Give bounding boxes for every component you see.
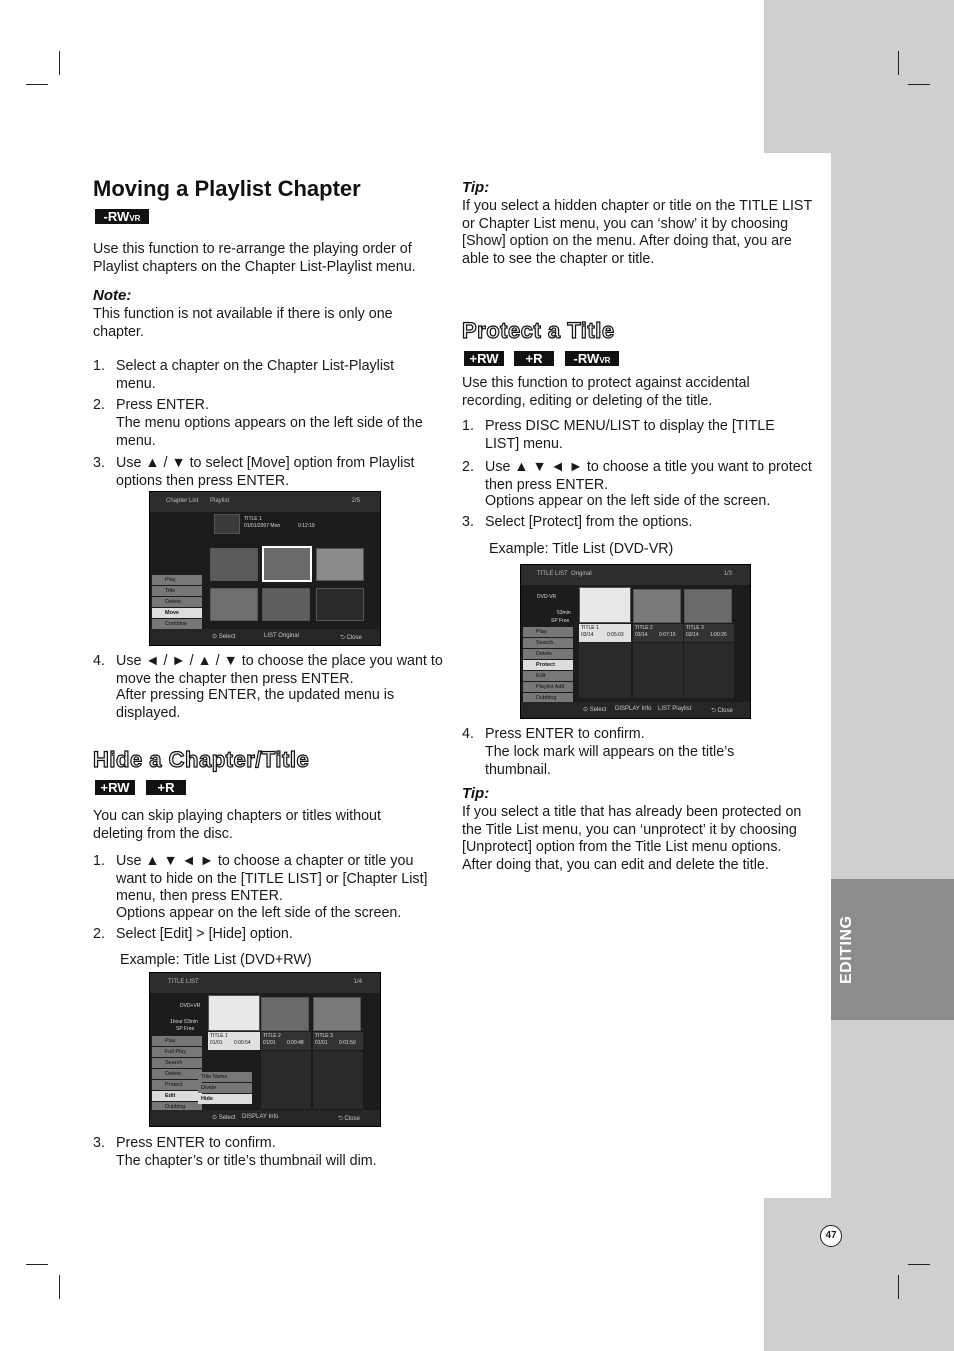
menu-item-title[interactable]: Title <box>152 586 202 596</box>
crop-mark <box>26 84 48 85</box>
side-margin-top <box>764 0 954 153</box>
side-margin-bottom <box>764 1198 954 1351</box>
title-date: 01/01 <box>263 1040 276 1046</box>
menu-item-playlist-add[interactable]: Playlist Add <box>523 682 573 692</box>
step-text: Use ◄ / ► / ▲ / ▼ to choose the place you want to move the chapter then press ENTER. <box>116 653 443 687</box>
badge-sub: VR <box>129 214 141 223</box>
menu-item-combine[interactable]: Combine <box>152 619 202 629</box>
step-text: Use ▲ ▼ ◄ ► to choose a title you want to protect then press ENTER. <box>485 459 812 493</box>
badge-main: +RW <box>469 351 499 366</box>
menu-item-delete[interactable]: Delete <box>152 597 202 607</box>
crop-mark <box>26 1264 48 1265</box>
menu-item-dubbing[interactable]: Dubbing <box>523 693 573 703</box>
screen-header-left: Chapter List <box>166 498 199 504</box>
step-number: 3. <box>93 1135 105 1151</box>
crop-mark <box>908 1264 930 1265</box>
protect-step-2 <box>462 459 812 513</box>
menu-item-play[interactable]: Play <box>523 627 573 637</box>
screen-header-right: 2/5 <box>351 498 360 504</box>
title-name: TITLE 3 <box>686 625 704 631</box>
title-thumbnail <box>633 589 681 623</box>
title-name: TITLE 1 <box>210 1033 228 1039</box>
screen-footer <box>150 629 380 645</box>
record-mode: SP Free <box>176 1026 195 1032</box>
screen-header <box>521 565 750 585</box>
footer-info: DISPLAY Info <box>615 706 652 712</box>
menu-item-delete[interactable]: Delete <box>152 1069 202 1079</box>
chapter-list-screenshot <box>149 491 381 646</box>
menu-item-play[interactable]: Play <box>152 1036 202 1046</box>
step-text: Select [Protect] from the options. <box>485 514 693 530</box>
disc-type: DVD+VR <box>180 1003 201 1009</box>
step-detail: Options appear on the left side of the screen. <box>116 905 402 921</box>
step-text: Use ▲ / ▼ to select [Move] option from Playlist options then press ENTER. <box>116 455 415 489</box>
step-number: 3. <box>93 455 105 471</box>
protect-intro: Use this function to protect against accidental recording, editing or deleting of the title. <box>462 375 750 409</box>
disc-badge-rwvr <box>565 351 619 366</box>
title-cell-empty <box>684 643 734 698</box>
protect-step-1 <box>462 418 807 454</box>
crop-mark <box>59 51 60 75</box>
title-name: TITLE 3 <box>315 1033 333 1039</box>
title-duration: 0:00:48 <box>287 1040 304 1046</box>
step-detail: After pressing ENTER, the updated menu is displayed. <box>116 687 395 721</box>
hide-step-3 <box>93 1135 438 1171</box>
tip-label: Tip: <box>462 179 490 196</box>
page-number: 47 <box>820 1225 842 1247</box>
badge-main: -RW <box>573 351 600 366</box>
disc-badge-plusr <box>514 351 554 366</box>
step-text: Press ENTER. <box>116 397 209 413</box>
remaining-time: 1hour 53min <box>170 1019 198 1025</box>
title-cell-empty <box>261 1051 311 1109</box>
step-number: 3. <box>462 514 474 530</box>
info-time: 0:12:19 <box>298 523 315 529</box>
footer-close: ⮌ Close <box>338 1116 360 1122</box>
title-date: 01/01 <box>315 1040 328 1046</box>
menu-item-search[interactable]: Search <box>152 1058 202 1068</box>
footer-select: ⊙ Select <box>212 634 236 640</box>
section-tab-label: EDITING <box>838 915 855 985</box>
protect-step-4 <box>462 726 807 780</box>
screen-header-right: 1/4 <box>353 979 362 985</box>
protect-step-3 <box>462 514 807 532</box>
disc-badge-plusr: +R <box>146 780 186 795</box>
footer-select: ⊙ Select <box>212 1115 236 1121</box>
tip-label: Tip: <box>462 785 490 802</box>
step-detail: The menu options appears on the left side of the menu. <box>116 415 423 449</box>
tip-text: If you select a hidden chapter or title on the TITLE LIST or Chapter List menu, you can ‘show’ it by choosing [Show] option on the menu. After doing that, you are able to see the chapter or title. <box>462 198 812 267</box>
info-thumbnail <box>214 514 240 534</box>
badge-main: -RW <box>103 209 130 224</box>
step-number: 1. <box>462 418 474 434</box>
chapter-thumbnail-empty <box>316 588 364 621</box>
disc-badge-plusrw: +RW <box>95 780 135 795</box>
menu-item-search[interactable]: Search <box>523 638 573 648</box>
crop-mark <box>898 51 899 75</box>
screen-header-mid: Original <box>571 571 592 577</box>
footer-close: ⮌ Close <box>340 635 362 641</box>
step-text: Press ENTER to confirm. <box>485 726 645 742</box>
screen-header-mid: Playlist <box>210 498 230 504</box>
title-duration: 0:00:54 <box>234 1040 251 1046</box>
protect-title-list-screenshot <box>520 564 751 719</box>
note-label: Note: <box>93 287 132 304</box>
submenu-item-divide[interactable]: Divide <box>198 1083 252 1093</box>
step-detail: The lock mark will appears on the title’s thumbnail. <box>485 744 735 778</box>
badge-sub: VR <box>599 356 611 365</box>
title-date: 03/14 <box>686 632 699 638</box>
submenu-item-hide[interactable]: Hide <box>198 1094 252 1104</box>
disc-badge-rwvr <box>95 209 149 224</box>
options-menu <box>152 1036 202 1113</box>
menu-item-delete[interactable]: Delete <box>523 649 573 659</box>
crop-mark <box>898 1275 899 1299</box>
screen-header <box>150 973 380 993</box>
title-cell-1 <box>579 624 631 642</box>
menu-item-full-play[interactable]: Full Play <box>152 1047 202 1057</box>
moving-heading: Moving a Playlist Chapter <box>93 176 361 201</box>
title-duration: 0:01:50 <box>339 1040 356 1046</box>
step-number: 4. <box>93 653 105 669</box>
step-number: 2. <box>93 926 105 942</box>
footer-list: LIST Original <box>264 633 299 639</box>
title-cell-empty <box>633 643 683 698</box>
hide-title-list-screenshot <box>149 972 381 1127</box>
moving-step-1 <box>93 358 438 394</box>
title-cell-empty <box>313 1051 363 1109</box>
footer-select: ⊙ Select <box>583 707 607 713</box>
hide-step-2 <box>93 926 438 944</box>
title-cell-1 <box>208 1032 260 1050</box>
step-text: Press DISC MENU/LIST to display the [TITLE LIST] menu. <box>485 418 775 452</box>
title-duration: 0:05:03 <box>607 632 624 638</box>
footer-playlist: LIST Playlist <box>658 706 692 712</box>
title-date: 01/01 <box>210 1040 223 1046</box>
menu-item-dubbing[interactable]: Dubbing <box>152 1102 202 1112</box>
chapter-thumbnail-selected <box>262 546 312 582</box>
side-margin <box>831 153 954 1198</box>
disc-badge-plusrw <box>464 351 504 366</box>
badge-main: +R <box>525 351 543 366</box>
info-date: 01/01/2007 Mon <box>244 523 281 529</box>
disc-type: DVD-VR <box>537 594 557 600</box>
title-cell-2 <box>261 1032 311 1050</box>
moving-intro: Use this function to re-arrange the playing order of Playlist chapters on the Chapter List-Playlist menu. <box>93 241 416 275</box>
step-number: 1. <box>93 358 105 374</box>
protect-example-caption: Example: Title List (DVD-VR) <box>489 541 674 557</box>
chapter-thumbnail <box>210 548 258 581</box>
remaining-time: 53min <box>557 610 571 616</box>
title-name: TITLE 2 <box>263 1033 281 1039</box>
options-menu <box>152 575 202 630</box>
moving-step-2 <box>93 397 438 451</box>
step-text: Press ENTER to confirm. <box>116 1135 276 1151</box>
title-cell-3 <box>684 624 734 642</box>
title-date: 03/14 <box>581 632 594 638</box>
moving-step-4 <box>93 653 443 725</box>
options-menu <box>523 627 573 704</box>
screen-header-left: TITLE LIST <box>537 571 568 577</box>
menu-item-move[interactable]: Move <box>152 608 202 618</box>
tip-text: If you select a title that has already been protected on the Title List menu, you can ‘unprotect’ it by choosing [Unprotect] option from the Title List menu options. After doing that, you can edit and delete the title. <box>462 804 802 873</box>
crop-mark <box>908 84 930 85</box>
moving-step-3 <box>93 455 438 491</box>
step-detail: The chapter’s or title’s thumbnail will dim. <box>116 1153 377 1169</box>
screen-header-right: 1/3 <box>723 571 732 577</box>
step-text: Use ▲ ▼ ◄ ► to choose a chapter or title you want to hide on the [TITLE LIST] or [Chapter List] menu, then press ENTER. <box>116 853 428 904</box>
note-text: This function is not available if there is only one chapter. <box>93 306 393 340</box>
step-text: Select a chapter on the Chapter List-Playlist menu. <box>116 358 395 392</box>
hide-example-caption: Example: Title List (DVD+RW) <box>120 952 312 968</box>
title-cell-empty <box>579 643 631 698</box>
menu-item-edit[interactable]: Edit <box>523 671 573 681</box>
title-name: TITLE 1 <box>581 625 599 631</box>
step-text: Select [Edit] > [Hide] option. <box>116 926 293 942</box>
menu-item-protect[interactable]: Protect <box>523 660 573 670</box>
title-thumbnail <box>261 997 309 1031</box>
hide-intro: You can skip playing chapters or titles without deleting from the disc. <box>93 808 381 842</box>
chapter-thumbnail <box>262 588 310 621</box>
protect-heading: Protect a Title <box>462 318 615 343</box>
step-number: 2. <box>93 397 105 413</box>
title-duration: 0:07:15 <box>659 632 676 638</box>
title-date: 03/14 <box>635 632 648 638</box>
footer-info: DISPLAY Info <box>242 1114 279 1120</box>
chapter-thumbnail <box>316 548 364 581</box>
menu-item-edit[interactable]: Edit <box>152 1091 202 1101</box>
step-number: 4. <box>462 726 474 742</box>
submenu-item-title-name[interactable]: Title Name <box>198 1072 252 1082</box>
title-thumbnail <box>313 997 361 1031</box>
title-cell-2 <box>633 624 683 642</box>
step-number: 2. <box>462 459 474 475</box>
title-cell-3 <box>313 1032 363 1050</box>
edit-submenu <box>198 1072 252 1105</box>
crop-mark <box>59 1275 60 1299</box>
menu-item-protect[interactable]: Protect <box>152 1080 202 1090</box>
screen-footer <box>521 702 750 718</box>
title-thumbnail-selected <box>208 995 260 1031</box>
chapter-thumbnail <box>210 588 258 621</box>
footer-close: ⮌ Close <box>711 708 733 714</box>
title-duration: 1:00:26 <box>710 632 727 638</box>
info-title: TITLE 1 <box>244 516 262 522</box>
step-detail: Options appear on the left side of the screen. <box>485 493 771 509</box>
title-thumbnail <box>684 589 732 623</box>
screen-header <box>150 492 380 512</box>
title-thumbnail-selected <box>579 587 631 623</box>
screen-header-left: TITLE LIST <box>168 979 199 985</box>
menu-item-play[interactable]: Play <box>152 575 202 585</box>
title-name: TITLE 2 <box>635 625 653 631</box>
screen-footer <box>150 1110 380 1126</box>
record-mode: SP Free <box>551 618 570 624</box>
hide-step-1 <box>93 853 443 925</box>
step-number: 1. <box>93 853 105 869</box>
hide-heading: Hide a Chapter/Title <box>93 747 310 772</box>
